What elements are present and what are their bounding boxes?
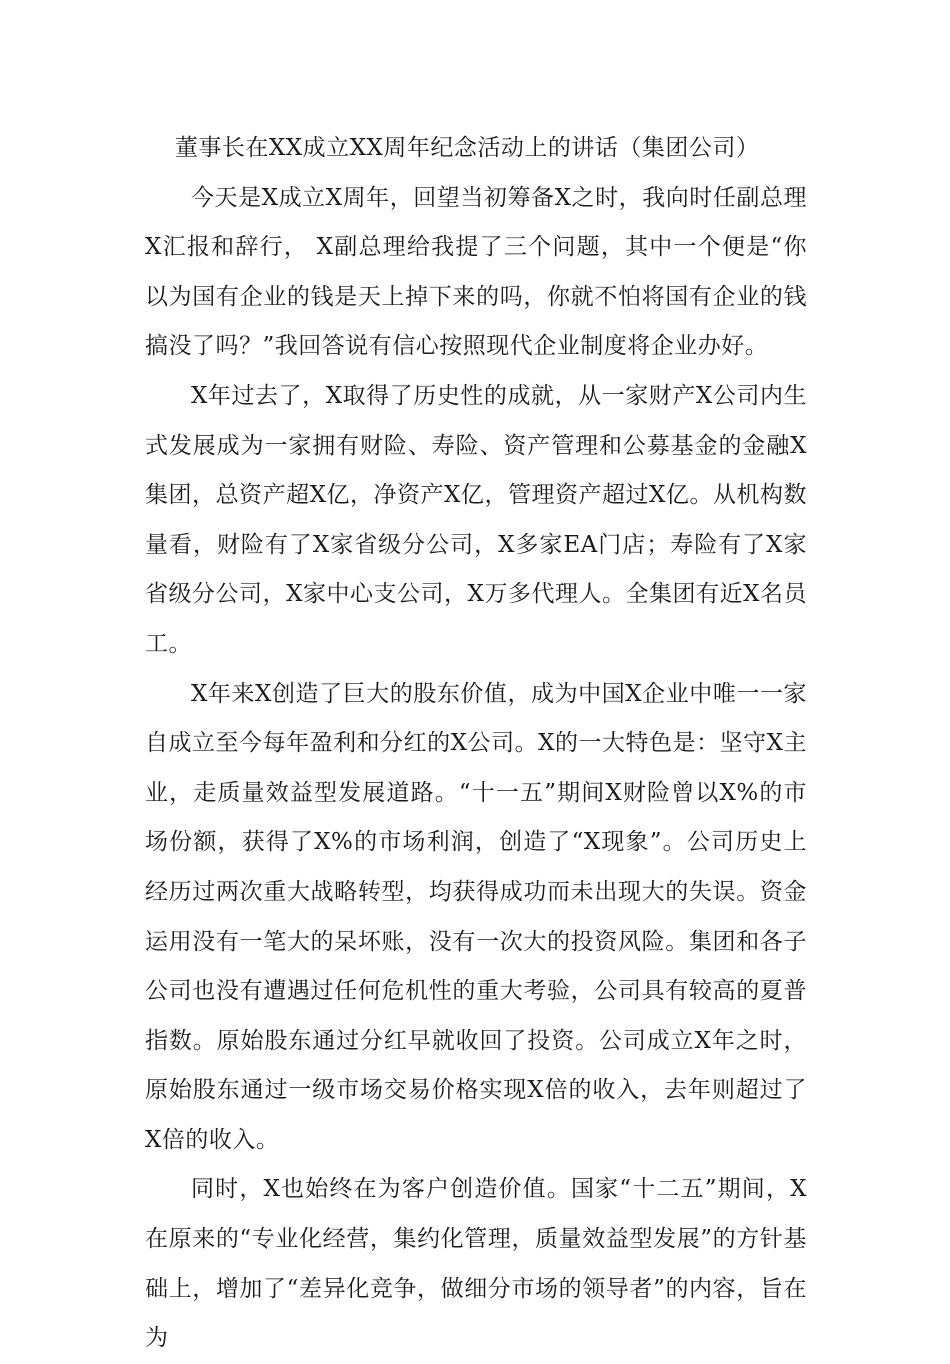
paragraph-1: 今天是X成立X周年，回望当初筹备X之时，我向时任副总理X汇报和辞行， X副总理给我提了三个问题，其中一个便是“你以为国有企业的钱是天上掉下来的吗，你就不怕将国有企业的钱搞没了吗？”我回答说有信心按照现代企业制度将企业办好。 [145,184,807,360]
document-body [145,124,807,1364]
paragraph-3: X年来X创造了巨大的股东价值，成为中国X企业中唯一一家自成立至今每年盈利和分红的X公司。X的一大特色是：坚守X主业，走质量效益型发展道路。“十一五”期间X财险曾以X%的市场份额，获得了X%的市场利润，创造了“X现象”。公司历史上经历过两次重大战略转型，均获得成功而未出现大的失误。资金运用没有一笔大的呆坏账，没有一次大的投资风险。集团和各子公司也没有遭遇过任何危机性的重大考验，公司具有较高的夏普指数。原始股东通过分红早就收回了投资。公司成立X年之时，原始股东通过一级市场交易价格实现X倍的收入，去年则超过了X倍的收入。 [145,680,807,1153]
document-title: 董事长在XX成立XX周年纪念活动上的讲话（集团公司） [174,135,760,161]
paragraph-2: X年过去了，X取得了历史性的成就，从一家财产X公司内生式发展成为一家拥有财险、寿险、资产管理和公募基金的金融X集团，总资产超X亿，净资产X亿，管理资产超过X亿。从机构数量看，财险有了X家省级分公司，X多家EA门店；寿险有了X家省级分公司，X家中心支公司，X万多代理人。全集团有近X名员工。 [145,382,807,657]
paragraph-4: 同时，X也始终在为客户创造价值。国家“十二五”期间，X在原来的“专业化经营，集约化管理，质量效益型发展”的方针基础上，增加了“差异化竞争，做细分市场的领导者”的内容，旨在为 [145,1176,807,1352]
